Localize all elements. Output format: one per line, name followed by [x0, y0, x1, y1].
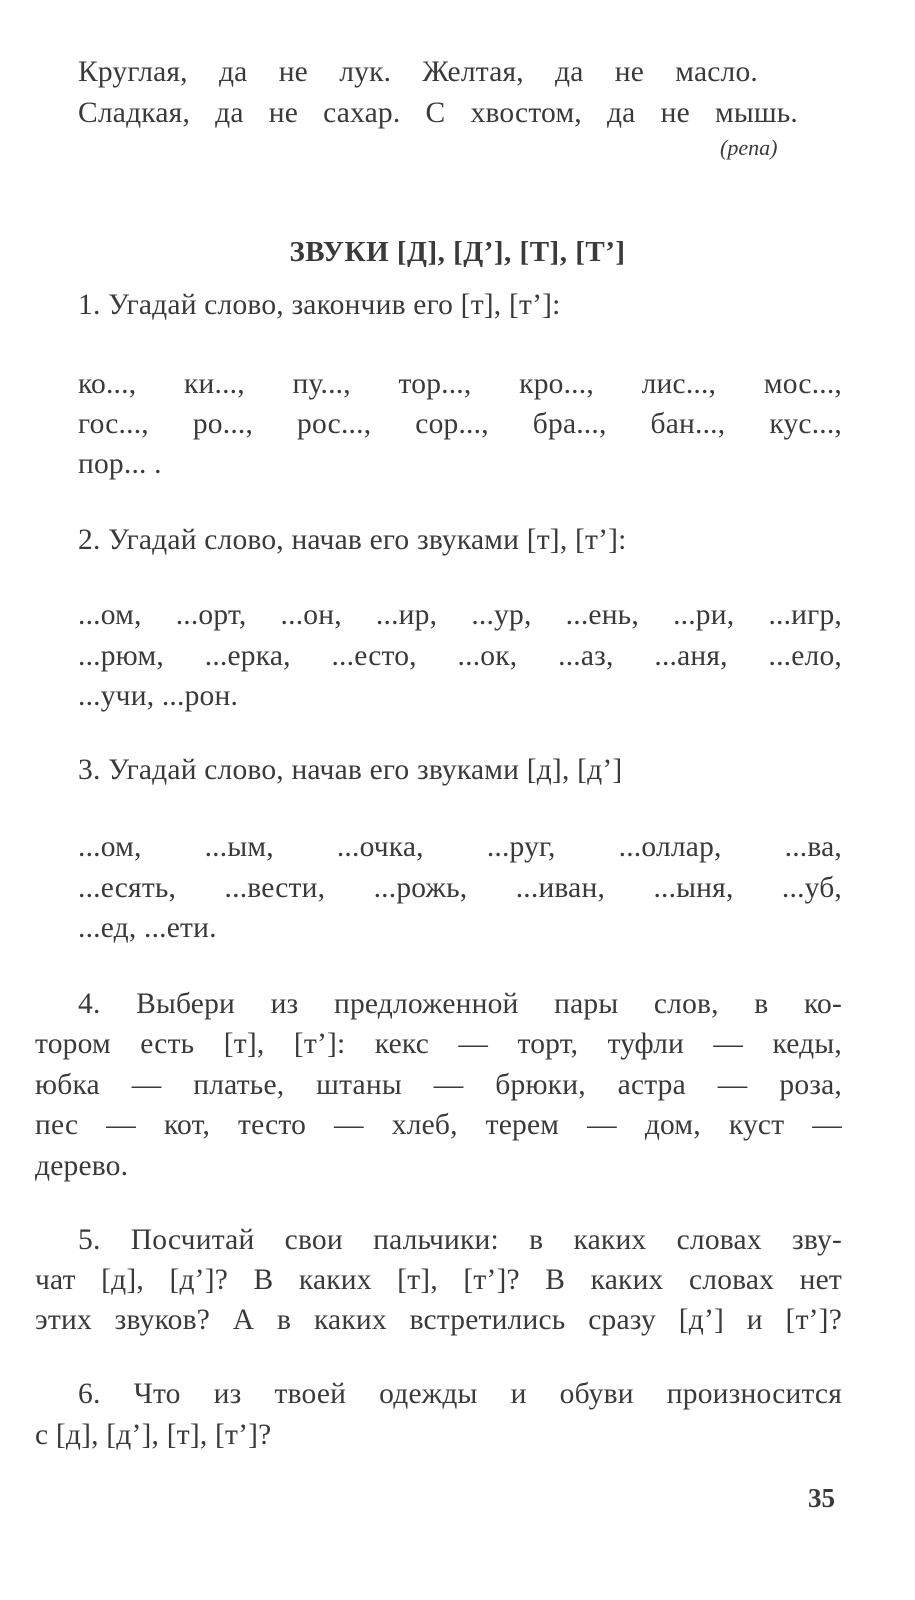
task-4-line: тором есть [т], [т’]: кекс — торт, туфли — кеды, [35, 1028, 842, 1060]
task-3-line: ...ом, ...ым, ...очка, ...руг, ...оллар, ...ва, [78, 831, 842, 863]
riddle-answer: (репа) [720, 135, 778, 160]
task-6-line: с [д], [д’], [т], [т’]? [35, 1419, 272, 1451]
task-2-line: ...рюм, ...ерка, ...есто, ...ок, ...аз, ...аня, ...ело, [78, 640, 842, 672]
task-1-line: гос..., ро..., рос..., сор..., бра..., бан..., кус..., [78, 408, 842, 440]
task-2-title: 2. Угадай слово, начав его звуками [т], [т’]: [78, 524, 627, 556]
task-2-line: ...учи, ...рон. [78, 680, 239, 712]
task-3-line: ...есять, ...вести, ...рожь, ...иван, ...ыня, ...уб, [78, 872, 842, 904]
riddle-line-1: Круглая, да не лук. Желтая, да не масло. [78, 56, 758, 88]
task-1-line: ко..., ки..., пу..., тор..., кро..., лис..., мос..., [78, 368, 842, 400]
task-5-line: этих звуков? А в каких встретились сразу [д’] и [т’]? [35, 1304, 842, 1336]
task-5-line: чат [д], [д’]? В каких [т], [т’]? В каких словах нет [35, 1264, 842, 1296]
section-heading: ЗВУКИ [Д], [Д’], [Т], [Т’] [289, 236, 626, 268]
task-4-line: дерево. [35, 1150, 129, 1182]
task-4-line: 4. Выбери из предложенной пары слов, в ко- [78, 988, 842, 1020]
page-number: 35 [808, 1483, 835, 1513]
riddle-line-2: Сладкая, да не сахар. С хвостом, да не мышь. [78, 97, 798, 129]
task-2-line: ...ом, ...орт, ...он, ...ир, ...ур, ...ень, ...ри, ...игр, [78, 599, 842, 631]
task-3-title: 3. Угадай слово, начав его звуками [д], [д’] [78, 754, 623, 786]
task-1-line: пор... . [78, 448, 162, 480]
task-5-line: 5. Посчитай свои пальчики: в каких словах зву- [78, 1224, 842, 1256]
task-4-line: пес — кот, тесто — хлеб, терем — дом, куст — [35, 1109, 842, 1141]
task-6-line: 6. Что из твоей одежды и обуви произносится [78, 1378, 842, 1410]
task-1-title: 1. Угадай слово, закончив его [т], [т’]: [78, 289, 561, 321]
task-3-line: ...ед, ...ети. [78, 912, 217, 944]
task-4-line: юбка — платье, штаны — брюки, астра — роза, [35, 1069, 842, 1101]
